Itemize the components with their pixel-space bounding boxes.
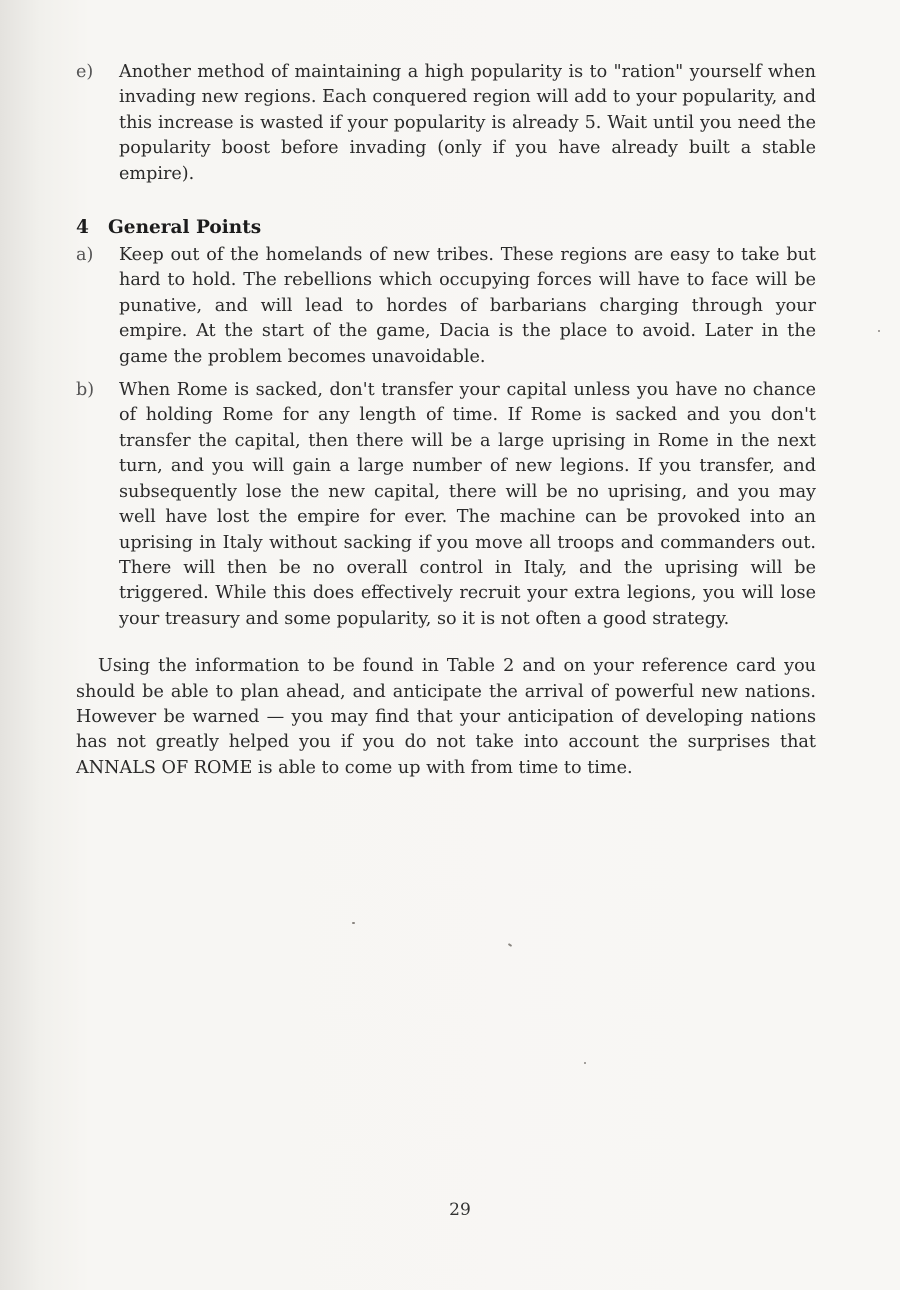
paper-speck <box>878 330 880 332</box>
list-item-text: Another method of maintaining a high popularity is to "ration" yourself when invading new regions. Each conquered region will add to your popularity, and this increase is wasted if your popularity is already 5. Wait until you need the popularity boost before invading (only if you have already built a stable empire). <box>119 62 816 184</box>
section-title: General Points <box>108 217 262 239</box>
list-marker: a) <box>76 245 94 266</box>
document-body <box>76 60 816 781</box>
list-item-a <box>76 243 816 370</box>
list-marker: b) <box>76 380 95 401</box>
page-number: 29 <box>449 1200 471 1220</box>
paper-speck <box>352 922 355 924</box>
paper-speck <box>584 1062 586 1064</box>
section-heading <box>76 215 816 241</box>
closing-paragraph: Using the information to be found in Table 2 and on your reference card you should be able to plan ahead, and anticipate the arrival of powerful new nations. However be warned — you may find that your anticipation of developing nations has not greatly helped you if you do not take into account the surprises that ANNALS OF ROME is able to come up with from time to time. <box>76 656 816 778</box>
list-item-e <box>76 60 816 187</box>
list-item-text: Keep out of the homelands of new tribes. These regions are easy to take but hard to hold. The rebellions which occupying forces will have to face will be punative, and will lead to hordes of barbarians charging through your empire. At the start of the game, Dacia is the place to avoid. Later in the game the problem becomes unavoidable. <box>119 245 816 367</box>
section-number: 4 <box>76 217 89 239</box>
list-item-text: When Rome is sacked, don't transfer your capital unless you have no chance of holding Rome for any length of time. If Rome is sacked and you don't transfer the capital, then there will be a large uprising in Rome in the next turn, and you will gain a large number of new legions. If you transfer, and subsequently lose the new capital, there will be no uprising, and you may well have lost the empire for ever. The machine can be provoked into an uprising in Italy without sacking if you move all troops and commanders out. There will then be no overall control in Italy, and the uprising will be triggered. While this does effectively recruit your extra legions, you will lose your treasury and some popularity, so it is not often a good strategy. <box>119 380 816 629</box>
list-item-b <box>76 378 816 632</box>
list-marker: e) <box>76 62 94 82</box>
